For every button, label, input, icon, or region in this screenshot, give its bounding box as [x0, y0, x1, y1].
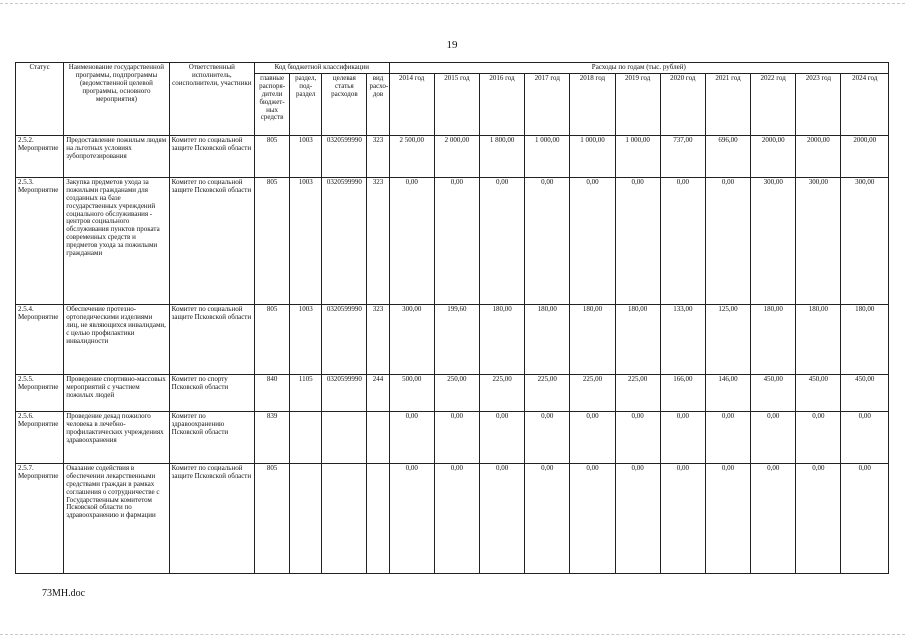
value-cell: 696,00	[705, 135, 750, 177]
type-cell	[367, 411, 389, 463]
status-number: 2.5.2.	[18, 135, 34, 144]
status-label: Мероприятие	[18, 185, 59, 194]
target-cell: 0320599990	[322, 177, 367, 304]
status-number: 2.5.5.	[18, 374, 34, 383]
value-cell: 225,00	[525, 374, 570, 411]
value-cell: 0,00	[615, 411, 660, 463]
name-cell: Закупка предметов ухода за пожилыми гражданами для созданных на базе государственных учреждений социального обслуживания - центров социального обслуживания пунктов проката современных средств и предметов ухода за пожилыми гражданами	[64, 177, 169, 304]
header-executor: Ответственный исполнитель, соисполнители, участники	[169, 63, 254, 136]
value-cell: 0,00	[389, 411, 434, 463]
type-cell	[367, 463, 389, 573]
value-cell: 2000,00	[796, 135, 841, 177]
value-cell: 166,00	[660, 374, 705, 411]
status-cell	[16, 304, 64, 374]
name-cell: Обеспечение протезно-ортопедическими изделиями лиц, не являющихся инвалидами, с целью профилактики инвалидности	[64, 304, 169, 374]
status-label: Мероприятие	[18, 312, 59, 321]
executor-cell: Комитет по спорту Псковской области	[169, 374, 254, 411]
header-budget-code: Код бюджетной классификации	[255, 63, 390, 74]
value-cell: 180,00	[841, 304, 889, 374]
value-cell: 2000,00	[751, 135, 796, 177]
section-cell: 1003	[290, 177, 322, 304]
table-row	[16, 374, 889, 411]
header-year: 2017 год	[525, 73, 570, 135]
grbs-cell: 839	[255, 411, 290, 463]
table-body	[16, 135, 889, 573]
value-cell: 0,00	[479, 463, 524, 573]
status-number: 2.5.7.	[18, 463, 34, 472]
value-cell: 0,00	[434, 411, 479, 463]
value-cell: 0,00	[570, 177, 615, 304]
value-cell: 225,00	[570, 374, 615, 411]
page-number: 19	[446, 39, 458, 51]
table-row	[16, 135, 889, 177]
value-cell: 0,00	[841, 411, 889, 463]
value-cell: 0,00	[796, 463, 841, 573]
value-cell: 300,00	[841, 177, 889, 304]
header-expenses: Расходы по годам (тыс. рублей)	[389, 63, 888, 74]
value-cell: 180,00	[525, 304, 570, 374]
table-row	[16, 177, 889, 304]
section-cell: 1105	[290, 374, 322, 411]
type-cell: 323	[367, 304, 389, 374]
value-cell: 450,00	[841, 374, 889, 411]
grbs-cell: 805	[255, 135, 290, 177]
grbs-cell: 805	[255, 304, 290, 374]
status-label: Мероприятие	[18, 382, 59, 391]
scan-edge-bottom	[0, 634, 905, 635]
grbs-cell: 840	[255, 374, 290, 411]
target-cell: 0320599990	[322, 135, 367, 177]
value-cell: 300,00	[389, 304, 434, 374]
value-cell: 180,00	[796, 304, 841, 374]
value-cell: 180,00	[751, 304, 796, 374]
target-cell	[322, 463, 367, 573]
value-cell: 0,00	[751, 411, 796, 463]
status-label: Мероприятие	[18, 419, 59, 428]
table-row	[16, 463, 889, 573]
executor-cell: Комитет по социальной защите Псковской области	[169, 463, 254, 573]
value-cell: 1 000,00	[570, 135, 615, 177]
value-cell: 0,00	[570, 463, 615, 573]
table-row	[16, 304, 889, 374]
value-cell: 0,00	[660, 463, 705, 573]
value-cell: 0,00	[525, 411, 570, 463]
value-cell: 0,00	[705, 463, 750, 573]
name-cell: Проведение спортивно-массовых мероприятий с участием пожилых людей	[64, 374, 169, 411]
header-year: 2021 год	[705, 73, 750, 135]
header-status: Статус	[16, 63, 64, 136]
value-cell: 180,00	[615, 304, 660, 374]
value-cell: 2 500,00	[389, 135, 434, 177]
value-cell: 225,00	[615, 374, 660, 411]
header-target: целевая статья расходов	[322, 73, 367, 135]
header-year: 2023 год	[796, 73, 841, 135]
value-cell: 0,00	[660, 177, 705, 304]
target-cell: 0320599990	[322, 374, 367, 411]
status-number: 2.5.4.	[18, 304, 34, 313]
section-cell	[290, 411, 322, 463]
value-cell: 0,00	[389, 463, 434, 573]
expenses-table	[15, 62, 889, 574]
header-year: 2016 год	[479, 73, 524, 135]
value-cell: 180,00	[479, 304, 524, 374]
executor-cell: Комитет по социальной защите Псковской области	[169, 177, 254, 304]
value-cell: 250,00	[434, 374, 479, 411]
status-cell	[16, 463, 64, 573]
status-cell	[16, 135, 64, 177]
value-cell: 2 000,00	[434, 135, 479, 177]
value-cell: 450,00	[751, 374, 796, 411]
value-cell: 0,00	[479, 177, 524, 304]
section-cell: 1003	[290, 304, 322, 374]
grbs-cell: 805	[255, 463, 290, 573]
value-cell: 125,00	[705, 304, 750, 374]
header-year: 2024 год	[841, 73, 889, 135]
section-cell	[290, 463, 322, 573]
name-cell: Предоставление пожилым людям на льготных условиях зубопротезирования	[64, 135, 169, 177]
name-cell: Проведение декад пожилого человека в лечебно-профилактических учреждениях здравоохранения	[64, 411, 169, 463]
value-cell: 0,00	[615, 177, 660, 304]
value-cell: 1 000,00	[525, 135, 570, 177]
value-cell: 0,00	[479, 411, 524, 463]
value-cell: 500,00	[389, 374, 434, 411]
value-cell: 300,00	[796, 177, 841, 304]
value-cell: 737,00	[660, 135, 705, 177]
value-cell: 0,00	[525, 177, 570, 304]
value-cell: 0,00	[796, 411, 841, 463]
status-cell	[16, 177, 64, 304]
name-cell: Оказание содействия в обеспечении лекарственными средствами граждан в рамках соглашения о сотрудничестве с Государственным комитетом Псковской области по здравоохранению и фармации	[64, 463, 169, 573]
target-cell	[322, 411, 367, 463]
executor-cell: Комитет по социальной защите Псковской области	[169, 304, 254, 374]
type-cell: 323	[367, 177, 389, 304]
value-cell: 450,00	[796, 374, 841, 411]
target-cell: 0320599990	[322, 304, 367, 374]
status-cell	[16, 411, 64, 463]
header-type: вид расхо-дов	[367, 73, 389, 135]
value-cell: 0,00	[525, 463, 570, 573]
header-year: 2020 год	[660, 73, 705, 135]
type-cell: 244	[367, 374, 389, 411]
table-row	[16, 411, 889, 463]
status-number: 2.5.6.	[18, 411, 34, 420]
header-section: раздел, под-раздел	[290, 73, 322, 135]
status-label: Мероприятие	[18, 143, 59, 152]
value-cell: 0,00	[841, 463, 889, 573]
header-year: 2022 год	[751, 73, 796, 135]
value-cell: 133,00	[660, 304, 705, 374]
header-grbs: главные распоря-дители бюджет-ных средств	[255, 73, 290, 135]
value-cell: 0,00	[615, 463, 660, 573]
header-year: 2015 год	[434, 73, 479, 135]
value-cell: 0,00	[434, 177, 479, 304]
grbs-cell: 805	[255, 177, 290, 304]
executor-cell: Комитет по здравоохранению Псковской области	[169, 411, 254, 463]
value-cell: 2000,00	[841, 135, 889, 177]
header-name: Наименование государственной программы, подпрограммы (ведомственной целевой программы, основного мероприятия)	[64, 63, 169, 136]
scan-edge-top	[0, 3, 905, 4]
header-year: 2018 год	[570, 73, 615, 135]
status-number: 2.5.3.	[18, 177, 34, 186]
value-cell: 0,00	[570, 411, 615, 463]
value-cell: 1 000,00	[615, 135, 660, 177]
header-year: 2014 год	[389, 73, 434, 135]
footer-filename: 73MH.doc	[42, 588, 86, 599]
value-cell: 0,00	[705, 177, 750, 304]
value-cell: 1 800,00	[479, 135, 524, 177]
type-cell: 323	[367, 135, 389, 177]
value-cell: 0,00	[660, 411, 705, 463]
value-cell: 146,00	[705, 374, 750, 411]
value-cell: 180,00	[570, 304, 615, 374]
value-cell: 0,00	[389, 177, 434, 304]
status-label: Мероприятие	[18, 471, 59, 480]
status-cell	[16, 374, 64, 411]
value-cell: 199,60	[434, 304, 479, 374]
header-year: 2019 год	[615, 73, 660, 135]
value-cell: 225,00	[479, 374, 524, 411]
value-cell: 300,00	[751, 177, 796, 304]
executor-cell: Комитет по социальной защите Псковской области	[169, 135, 254, 177]
value-cell: 0,00	[705, 411, 750, 463]
value-cell: 0,00	[434, 463, 479, 573]
section-cell: 1003	[290, 135, 322, 177]
value-cell: 0,00	[751, 463, 796, 573]
